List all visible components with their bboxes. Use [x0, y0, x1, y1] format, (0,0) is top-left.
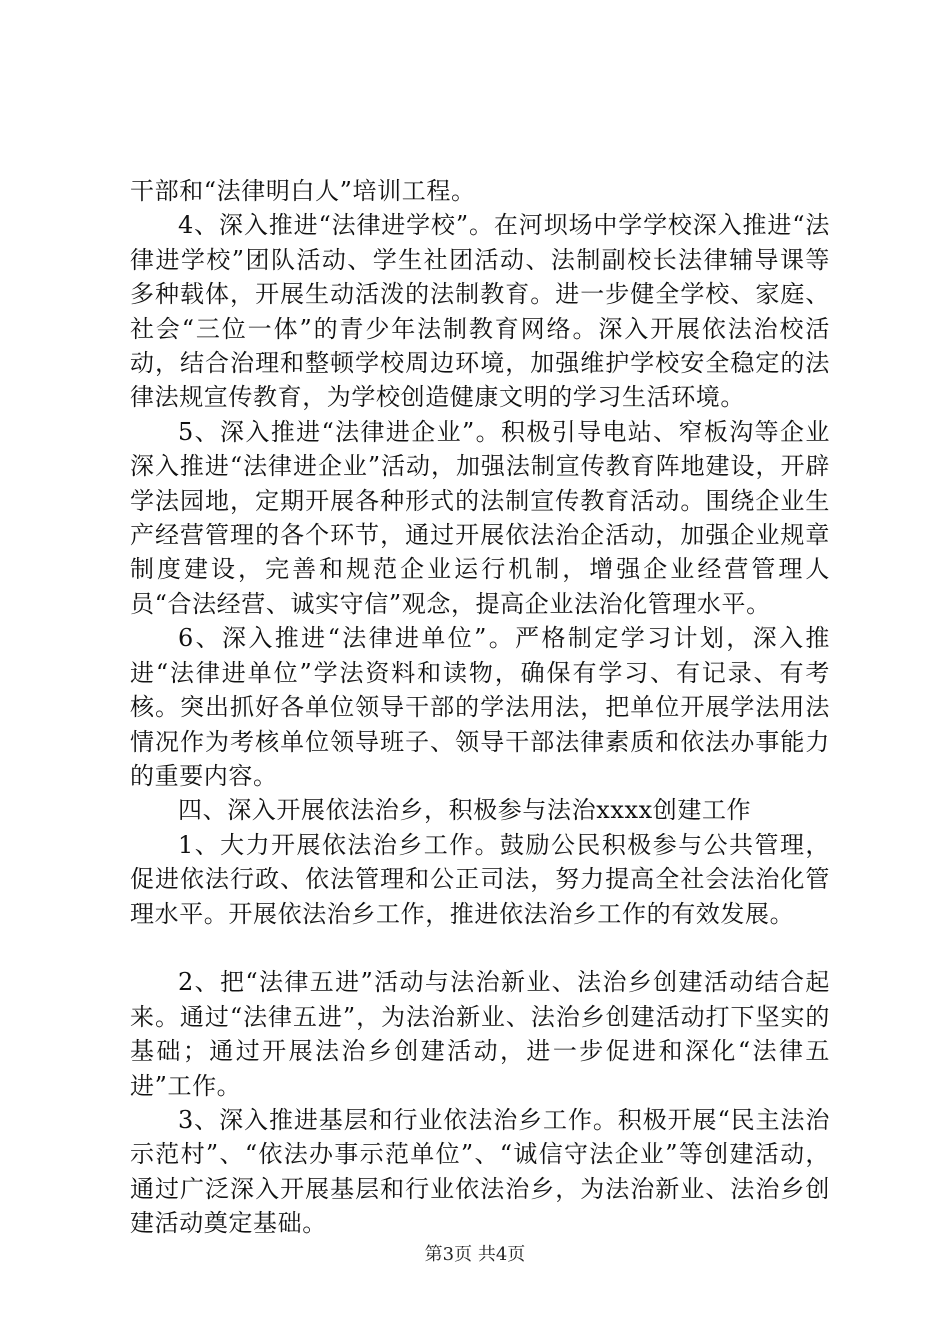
paragraph-rule-of-law-township: 1、大力开展依法治乡工作。鼓励公民积极参与公共管理，促进依法行政、依法管理和公正司法，努力提高全社会法治化管理水平。开展依法治乡工作，推进依法治乡工作的有效发展。: [130, 830, 830, 928]
paragraph-continuation: 干部和“法律明白人”培训工程。: [130, 177, 476, 205]
paragraph-grassroots-industry: 3、深入推进基层和行业依法治乡工作。积极开展“民主法治示范村”、“依法办事示范单位”、“诚信守法企业”等创建活动，通过广泛深入开展基层和行业依法治乡，为法治新业、法治乡创建活动奠定基础。: [130, 1105, 830, 1238]
document-body: [130, 174, 830, 1241]
paragraph-law-into-units: 6、深入推进“法律进单位”。严格制定学习计划，深入推进“法律进单位”学法资料和读物，确保有学习、有记录、有考核。突出抓好各单位领导干部的学法用法，把单位开展学法用法情况作为考核单位领导班子、领导干部法律素质和依法办事能力的重要内容。: [130, 624, 830, 790]
paragraph-five-into-activities: 2、把“法律五进”活动与法治新业、法治乡创建活动结合起来。通过“法律五进”，为法治新业、法治乡创建活动打下坚实的基础；通过开展法治乡创建活动，进一步促进和深化“法律五进”工作。: [130, 968, 830, 1100]
section-heading-four: 四、深入开展依法治乡，积极参与法治xxxx创建工作: [178, 796, 752, 825]
page-footer: 第3页 共4页: [424, 1244, 526, 1265]
paragraph-law-into-enterprises: 5、深入推进“法律进企业”。积极引导电站、窄板沟等企业深入推进“法律进企业”活动，加强法制宣传教育阵地建设，开辟学法园地，定期开展各种形式的法制宣传教育活动。围绕企业生产经营管理的各个环节，通过开展依法治企活动，加强企业规章制度建设，完善和规范企业运行机制，增强企业经营管理人员“合法经营、诚实守信”观念，提高企业法治化管理水平。: [130, 417, 830, 618]
paragraph-law-into-schools: 4、深入推进“法律进学校”。在河坝场中学学校深入推进“法律进学校”团队活动、学生社团活动、法制副校长法律辅导课等多种载体，开展生动活泼的法制教育。进一步健全学校、家庭、社会“三位一体”的青少年法制教育网络。深入开展依法治校活动，结合治理和整顿学校周边环境，加强维护学校安全稳定的法律法规宣传教育，为学校创造健康文明的学习生活环境。: [130, 211, 830, 412]
